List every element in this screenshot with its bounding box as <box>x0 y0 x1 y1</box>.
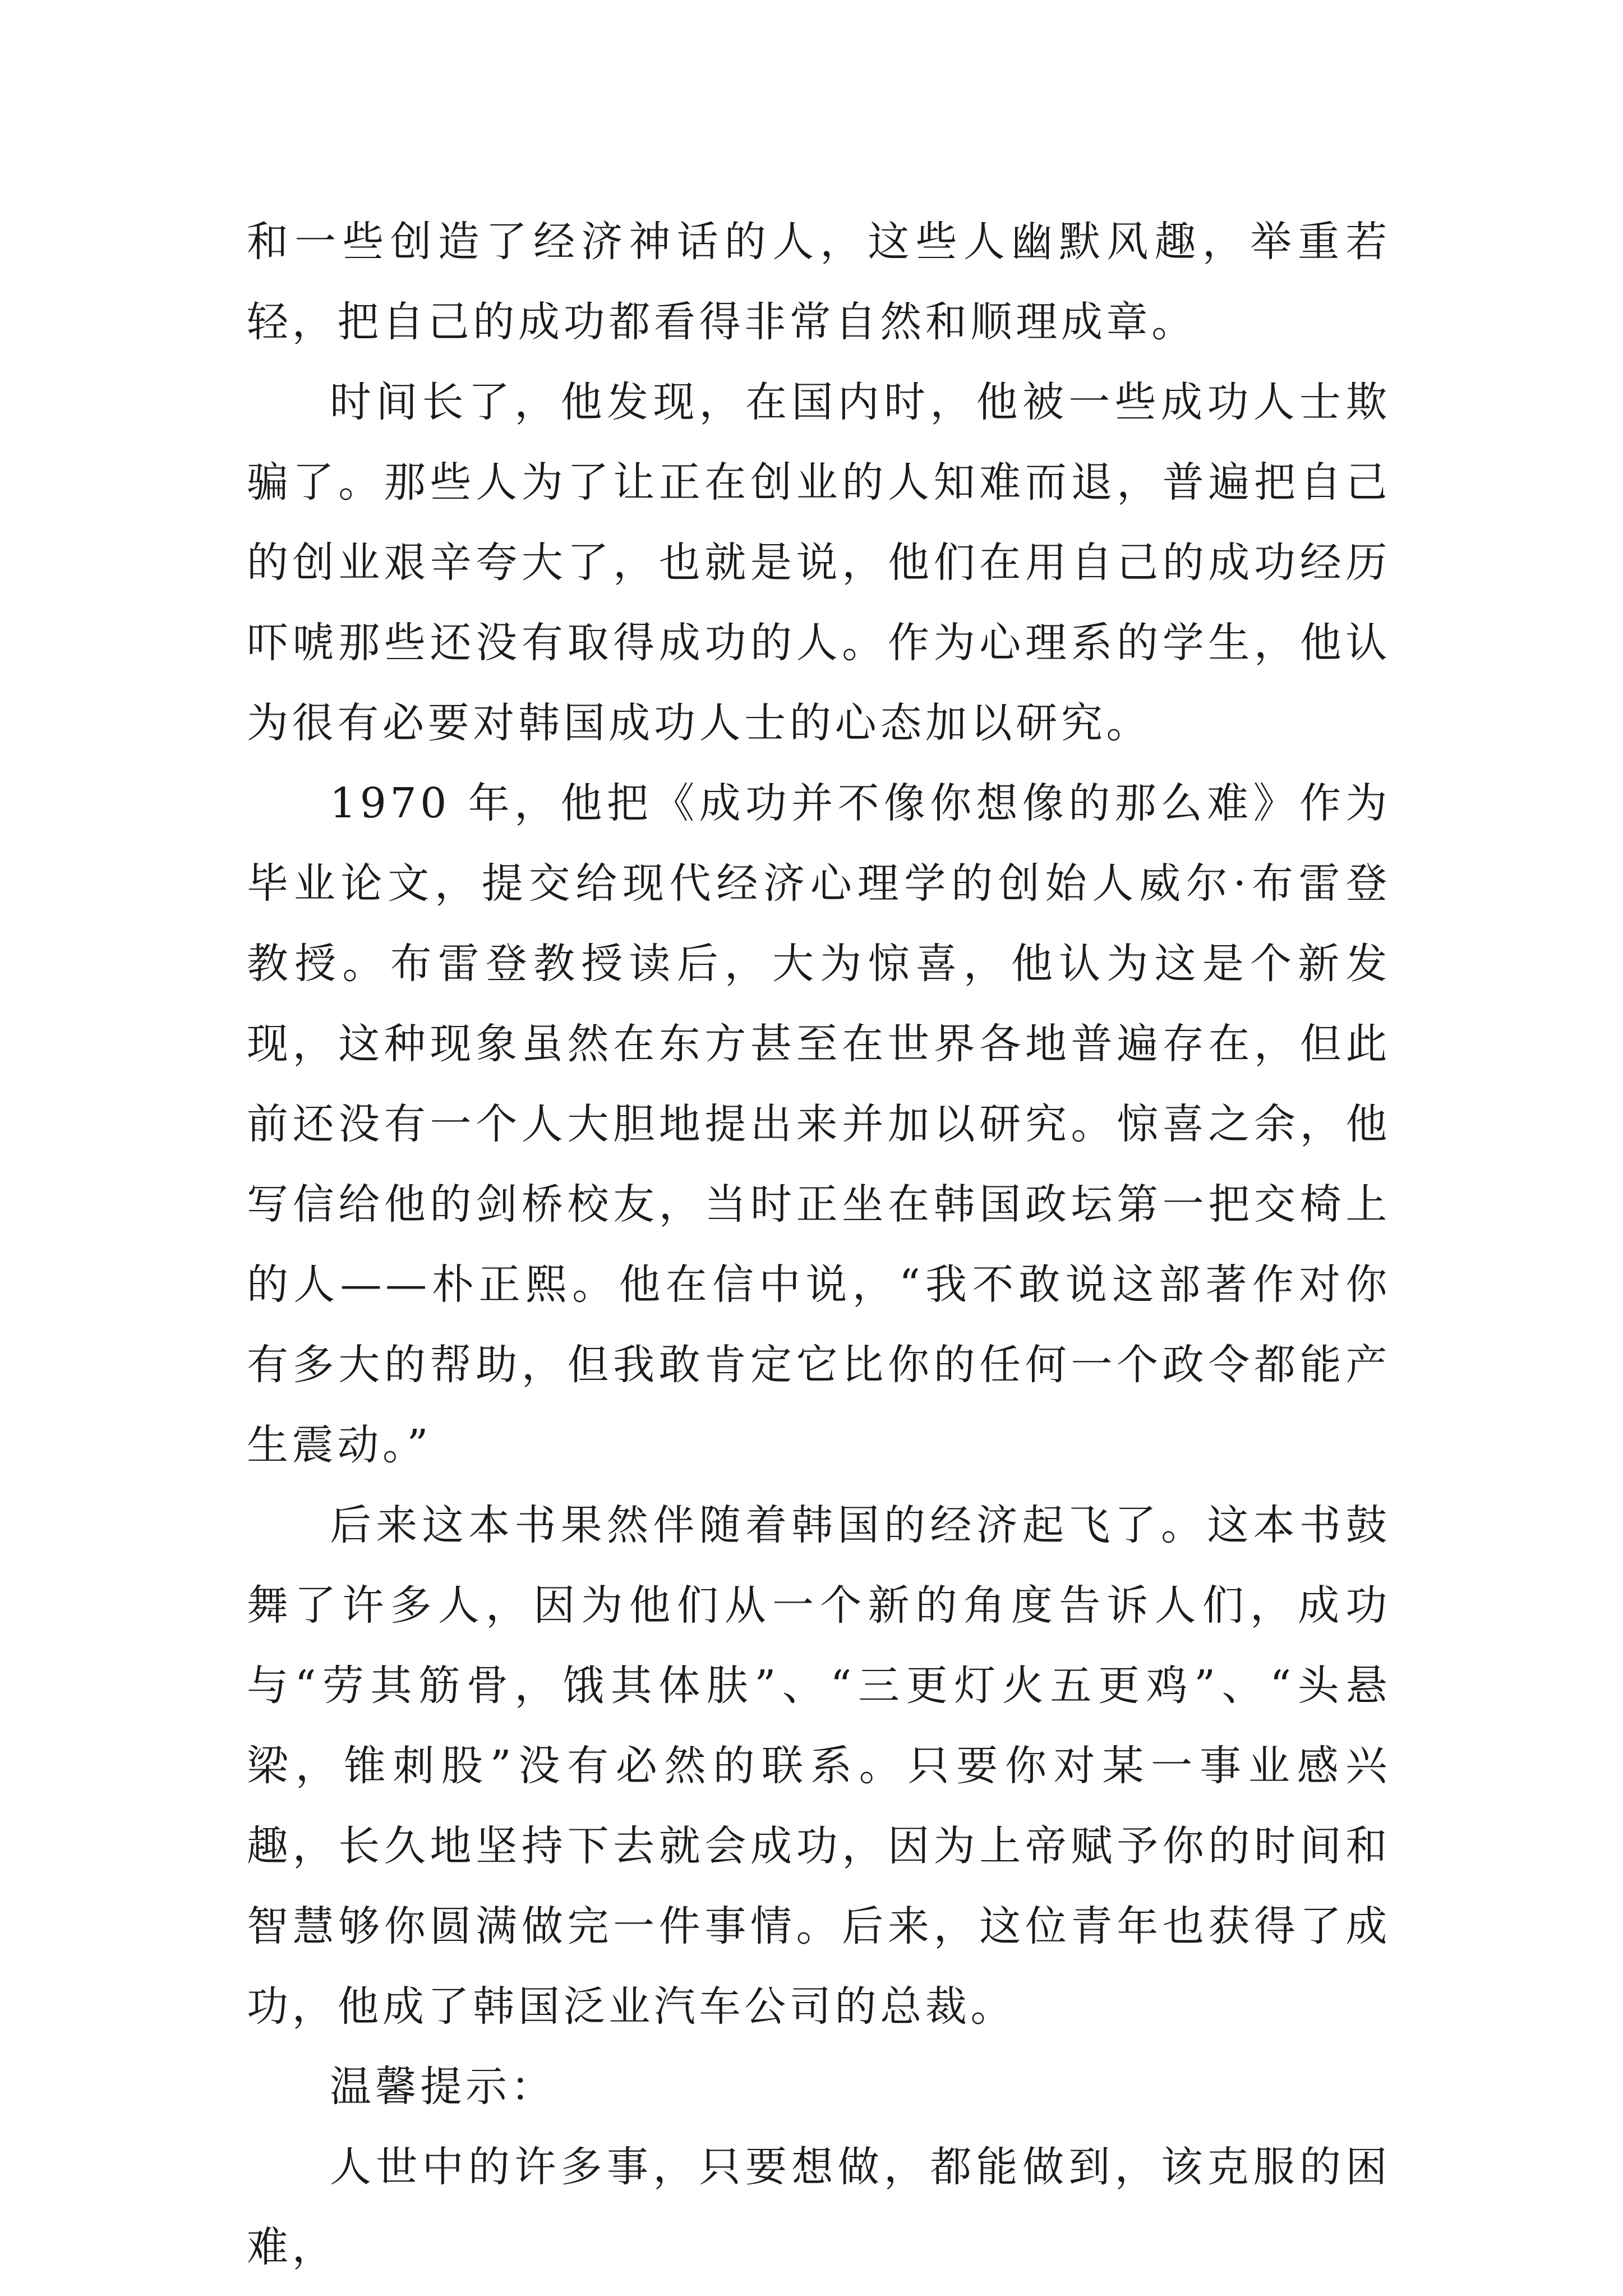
paragraph-5-tip-heading: 温馨提示： <box>330 2063 556 2111</box>
paragraph-3: 1970 年，他把《成功并不像你想像的那么难》作为毕业论文，提交给现代经济心理学的创始人威尔·布雷登教授。布雷登教授读后，大为惊喜，他认为这是个新发现，这种现象虽然在东方甚至在世界各地普遍存在，但此前还没有一个人大胆地提出来并加以研究。惊喜之余，他写信给他的剑桥校友，当时正坐在韩国政坛第一把交椅上的人——朴正熙。他在信中说，“我不敢说这部著作对你有多大的帮助，但我敢肯定它比你的任何一个政令都能产生震动。” <box>247 779 1391 1469</box>
paragraph-1: 和一些创造了经济神话的人，这些人幽默风趣，举重若轻，把自己的成功都看得非常自然和顺理成章。 <box>247 218 1391 346</box>
paragraph-2: 时间长了，他发现，在国内时，他被一些成功人士欺骗了。那些人为了让正在创业的人知难而退，普遍把自己的创业艰辛夸大了，也就是说，他们在用自己的成功经历吓唬那些还没有取得成功的人。作为心理系的学生，他认为很有必要对韩国成功人士的心态加以研究。 <box>247 378 1391 747</box>
paragraph-6: 人世中的许多事，只要想做，都能做到，该克服的困难， <box>247 2143 1391 2271</box>
document-body <box>247 202 1391 2288</box>
paragraph-4: 后来这本书果然伴随着韩国的经济起飞了。这本书鼓舞了许多人，因为他们从一个新的角度告诉人们，成功与“劳其筋骨，饿其体肤”、“三更灯火五更鸡”、“头悬梁，锥刺股”没有必然的联系。只要你对某一事业感兴趣，长久地坚持下去就会成功，因为上帝赋予你的时间和智慧够你圆满做完一件事情。后来，这位青年也获得了成功，他成了韩国泛业汽车公司的总裁。 <box>247 1501 1391 2031</box>
